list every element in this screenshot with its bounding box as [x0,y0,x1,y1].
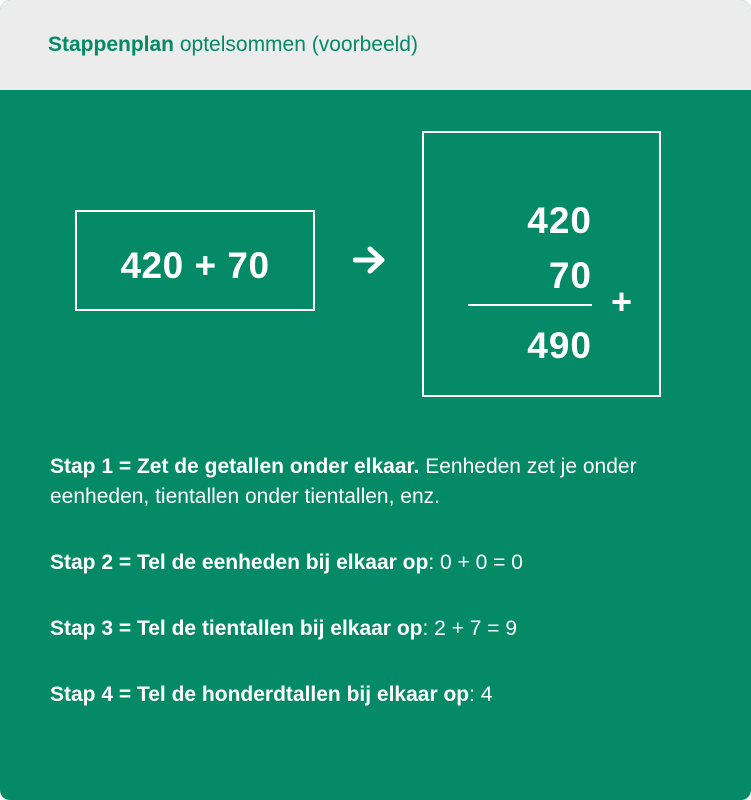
column-addition-box [422,131,661,397]
header [0,0,751,90]
arrow-right-icon [353,245,387,275]
step-1-title: Stap 1 = Zet de getallen onder elkaar. [50,455,420,478]
step-3 [50,614,710,644]
step-2-text: : 0 + 0 = 0 [428,551,523,574]
step-2 [50,548,710,578]
step-2-title: Stap 2 = Tel de eenheden bij elkaar op [50,551,429,574]
title-rest: optelsommen (voorbeeld) [174,33,418,56]
plus-sign: + [611,281,633,322]
step-3-text: : 2 + 7 = 9 [422,617,518,640]
step-4 [50,680,710,710]
steps-list [50,452,710,746]
step-1 [50,452,710,512]
addend-second: 70 [548,255,592,296]
sum-expression: 420 + 70 [120,245,270,286]
page-title [48,33,418,57]
addend-top: 420 [527,200,592,241]
sum-result: 490 [527,325,592,366]
step-3-title: Stap 3 = Tel de tientallen bij elkaar op [50,617,423,640]
step-4-text: : 4 [469,683,493,706]
title-bold: Stappenplan [48,33,175,56]
step-4-title: Stap 4 = Tel de honderdtallen bij elkaar op [50,683,470,706]
sum-line [468,304,592,306]
step-1-text: Eenheden zet je onder eenheden, tientallen onder tientallen, enz. [50,455,637,508]
sum-box [75,210,315,311]
